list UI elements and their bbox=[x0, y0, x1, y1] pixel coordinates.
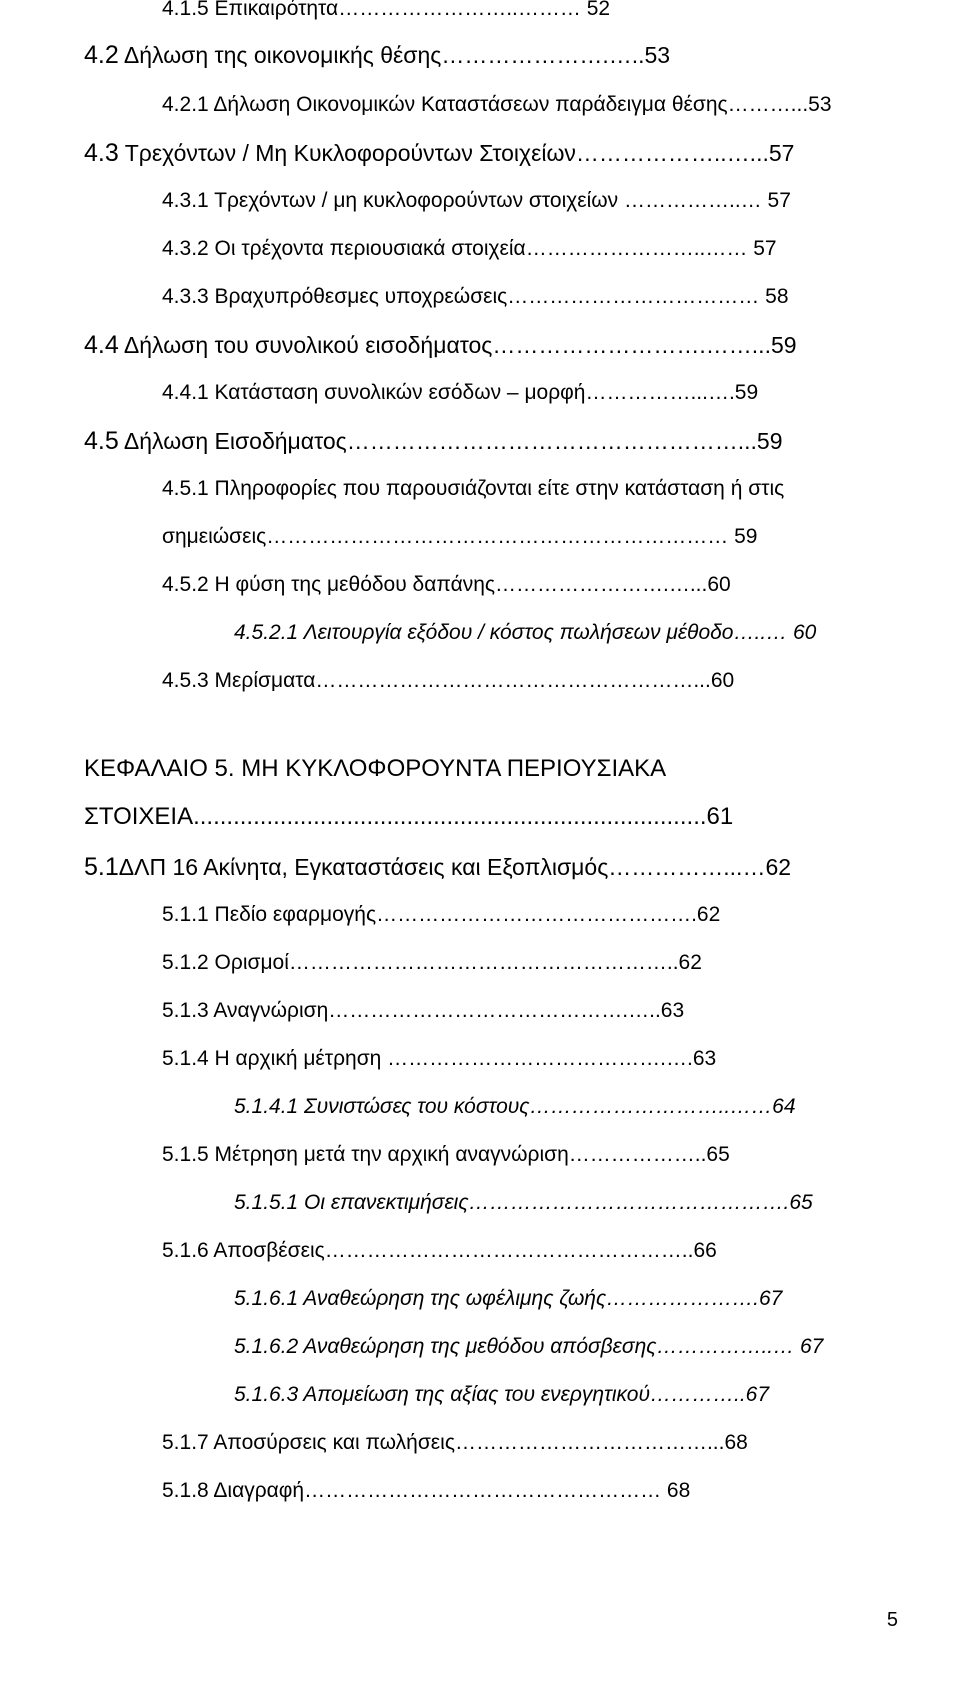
toc-chapter-heading bbox=[84, 756, 666, 782]
toc-entry bbox=[162, 1046, 716, 1072]
toc-entry bbox=[162, 92, 832, 118]
toc-entry-text: 5.1.6.1 Αναθεώρηση της ωφέλιμης ζωής………………….67 bbox=[234, 1287, 783, 1310]
page-number: 5 bbox=[886, 1609, 898, 1631]
toc-entry bbox=[162, 188, 791, 214]
toc-entry-number: 5.1 bbox=[84, 853, 119, 881]
toc-entry bbox=[162, 380, 758, 406]
toc-entry-text: 5.1.3 Αναγνώριση…………………………………….…..63 bbox=[162, 999, 685, 1022]
toc-entry-text: 5.1.1 Πεδίο εφαρμογής……………………………………….62 bbox=[162, 903, 721, 926]
toc-entry bbox=[162, 524, 757, 550]
toc-entry-text: 5.1.6 Αποσβέσεις……………………………………………..66 bbox=[162, 1239, 717, 1262]
toc-entry-number: 4.3 bbox=[84, 139, 119, 167]
toc-entry-number: 4.4 bbox=[84, 331, 119, 359]
toc-entry-text: 5.1.5.1 Οι επανεκτιμήσεις……………………………………….65 bbox=[234, 1191, 813, 1214]
toc-entry-title: Δήλωση του συνολικού εισοδήματος……………………….……...59 bbox=[118, 332, 797, 358]
toc-entry-text: 5.1.5 Μέτρηση μετά την αρχική αναγνώριση………………..65 bbox=[162, 1143, 730, 1166]
toc-entry-title: Δήλωση Εισοδήματος……………………………………………...59 bbox=[118, 428, 783, 454]
toc-entry bbox=[234, 1334, 823, 1360]
toc-entry bbox=[84, 428, 783, 454]
toc-entry bbox=[84, 332, 797, 358]
toc-entry-text: 4.5.3 Μερίσματα………………………………………………...60 bbox=[162, 669, 735, 692]
toc-entry bbox=[234, 1286, 782, 1312]
toc-entry bbox=[84, 140, 794, 166]
toc-entry-text: 4.5.1 Πληροφορίες που παρουσιάζονται είτε στην κατάσταση ή στις bbox=[162, 477, 785, 500]
toc-entry bbox=[162, 950, 702, 976]
toc-entry-text: 5.1.6.3 Απομείωση της αξίας του ενεργητικού…………..67 bbox=[234, 1383, 770, 1406]
toc-entry-text: 4.3.2 Οι τρέχοντα περιουσιακά στοιχεία……………………..…… 57 bbox=[162, 237, 777, 260]
toc-entry bbox=[162, 902, 720, 928]
toc-entry-text: 4.4.1 Κατάσταση συνολικών εσόδων – μορφή……………...….59 bbox=[162, 381, 759, 404]
toc-entry-text: σημειώσεις………………………………………………………… 59 bbox=[162, 525, 758, 548]
toc-entry bbox=[162, 998, 684, 1024]
toc-entry bbox=[84, 854, 791, 880]
toc-entry-text: 5.1.2 Ορισμοί………………………………………………..62 bbox=[162, 951, 702, 974]
toc-entry-text: 5.1.6.2 Αναθεώρηση της μεθόδου απόσβεσης……………..… 67 bbox=[234, 1335, 824, 1358]
toc-entry-text: 4.5.2 Η φύση της μεθόδου δαπάνης…………………….…...60 bbox=[162, 573, 731, 596]
toc-entry bbox=[162, 284, 789, 310]
toc-entry-text: 4.1.5 Επικαιρότητα……………………..……… 52 bbox=[162, 0, 611, 20]
toc-entry bbox=[162, 1238, 717, 1264]
toc-entry bbox=[162, 668, 734, 694]
toc-entry-text: 4.3.3 Βραχυπρόθεσμες υποχρεώσεις……………………………… 58 bbox=[162, 285, 789, 308]
toc-entry bbox=[234, 620, 816, 646]
toc-entry-number: 4.5 bbox=[84, 427, 119, 455]
toc-entry bbox=[234, 1190, 813, 1216]
toc-entry bbox=[162, 1430, 748, 1456]
toc-entry-text: 5.1.4 Η αρχική μέτρηση ………………………………….….63 bbox=[162, 1047, 717, 1070]
toc-entry-title: ΔΛΠ 16 Ακίνητα, Εγκαταστάσεις και Εξοπλισμός……………...…62 bbox=[118, 854, 792, 880]
toc-entry-title: Τρεχόντων / Μη Κυκλοφορούντων Στοιχείων………………..…...57 bbox=[118, 140, 795, 166]
toc-entry-text: 4.3.1 Τρεχόντων / μη κυκλοφορούντων στοιχείων ……………..… 57 bbox=[162, 189, 791, 212]
toc-entry-number: 4.2 bbox=[84, 41, 119, 69]
toc-entry bbox=[162, 0, 610, 22]
toc-entry-title: Δήλωση της οικονομικής θέσης………………….…..53 bbox=[118, 42, 671, 68]
toc-entry-text: 5.1.4.1 Συνιστώσες του κόστους………………………..……64 bbox=[234, 1095, 796, 1118]
toc-entry-text: ΣΤΟΙΧΕΙΑ.............................................................................61 bbox=[84, 803, 734, 830]
toc-entry bbox=[162, 1478, 690, 1504]
toc-entry-text: ΚΕΦΑΛΑΙΟ 5. ΜΗ ΚΥΚΛΟΦΟΡΟΥΝΤΑ ΠΕΡΙΟΥΣΙΑΚΑ bbox=[84, 755, 667, 782]
toc-chapter-heading bbox=[84, 804, 733, 830]
toc-entry bbox=[234, 1382, 769, 1408]
toc-entry-text: 5.1.7 Αποσύρσεις και πωλήσεις………………………………...68 bbox=[162, 1431, 748, 1454]
toc-entry bbox=[162, 476, 784, 502]
toc-entry-text: 5.1.8 Διαγραφή…………………………………………… 68 bbox=[162, 1479, 691, 1502]
toc-entry bbox=[84, 42, 670, 68]
toc-entry bbox=[162, 236, 777, 262]
toc-entry bbox=[234, 1094, 796, 1120]
toc-entry bbox=[162, 572, 731, 598]
toc-entry bbox=[162, 1142, 730, 1168]
toc-entry-text: 4.2.1 Δήλωση Οικονομικών Καταστάσεων παράδειγμα θέσης………...53 bbox=[162, 93, 832, 116]
toc-entry-text: 4.5.2.1 Λειτουργία εξόδου / κόστος πωλήσεων μέθοδο…..… 60 bbox=[234, 621, 817, 644]
